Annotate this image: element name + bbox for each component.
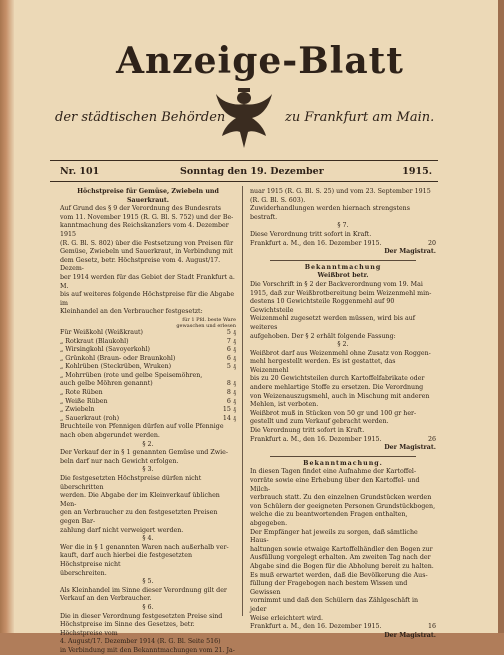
- text-line: Der Empfänger hat jeweils zu sorgen, daß sämtliche Haus-: [250, 528, 418, 545]
- masthead-title: Anzeige-Blatt: [116, 40, 404, 82]
- section-number: § 6.: [142, 603, 154, 611]
- text-line: Kleinhandel an den Verbraucher festgesetzt:: [60, 308, 203, 316]
- b2-place: Frankfurt a. M., den 16. Dezember 1915.: [250, 435, 382, 443]
- b2-section: § 2.: [337, 341, 349, 349]
- price-item: „ Wirsingkohl (Savoyerkohl): [60, 346, 150, 354]
- text-line: In diesen Tagen findet eine Aufnahme der Kartoffel-: [250, 468, 417, 476]
- section-number: § 2.: [142, 440, 154, 448]
- text-line: Wer die in § 1 genannten Waren nach außerhalb ver-: [60, 543, 229, 551]
- header-rule-top: [50, 160, 438, 161]
- text-line: Die Vorschrift in § 2 der Backverordnung vom 19. Mai: [250, 280, 423, 288]
- text-line: Als Kleinhandel im Sinne dieser Verordnung gilt der: [60, 586, 227, 594]
- text-line: werden. Die Abgabe der im Kleinverkauf üblichen Men-: [60, 492, 220, 508]
- price-row: [60, 329, 236, 338]
- text-line: zahlung darf nicht verweigert werden.: [60, 526, 184, 534]
- price-row: [60, 372, 236, 381]
- price-row: [60, 355, 236, 364]
- price-row: [60, 363, 236, 372]
- b2-num: 26: [427, 435, 436, 443]
- separator: [270, 456, 416, 457]
- b2-subheading: Weißbrot betr.: [317, 272, 369, 280]
- price-value: 14 ₰: [222, 414, 236, 422]
- b2-sign: Der Magistrat.: [384, 444, 436, 452]
- right-top-place: Frankfurt a. M., den 16. Dezember 1915.: [250, 239, 382, 247]
- text-line: Bruchteile von Pfennigen dürfen auf volle Pfennige: [60, 423, 224, 431]
- issue-number: Nr. 101: [60, 166, 100, 177]
- price-item: auch gelbe Möhren genannt): [60, 380, 153, 388]
- text-line: bis zu 20 Gewichtsteilen durch Kartoffelfabrikate oder: [250, 375, 425, 383]
- price-row: [60, 415, 236, 424]
- separator: [270, 260, 416, 261]
- section-number: § 4.: [142, 535, 154, 543]
- b3-lines: [250, 468, 436, 623]
- price-row: [60, 346, 236, 355]
- masthead-subtitle-left: der städtischen Behörden: [55, 110, 226, 125]
- text-line: Die Verordnung tritt sofort in Kraft.: [250, 427, 365, 435]
- text-line: Verkauf an den Verbraucher.: [60, 595, 152, 603]
- table-header-1: für 1 Pfd. beste Ware: [182, 316, 236, 323]
- price-item: „ Rote Rüben: [60, 389, 103, 397]
- text-line: andere mehlartige Stoffe zu ersetzen. Die Verordnung: [250, 384, 424, 392]
- price-row: [60, 406, 236, 415]
- text-line: Auf Grund des § 9 der Verordnung des Bundesrats: [60, 205, 222, 213]
- text-line: in Verbindung mit den Bekanntmachungen vom 21. Ja-: [60, 646, 235, 654]
- text-line: 1915, daß zur Weißbrotbereitung beim Weizenmehl min-: [250, 289, 432, 297]
- text-line: Weißbrot muß in Stücken von 50 gr und 100 gr her-: [250, 409, 417, 417]
- text-line: ber 1914 werden für das Gebiet der Stadt Frankfurt a. M.: [60, 273, 235, 290]
- price-item: „ Sauerkraut (roh): [60, 414, 120, 422]
- section-number: § 5.: [142, 578, 154, 586]
- text-line: Ausfüllung vorgelegt erhalten. Am zweiten Tag nach der: [250, 554, 431, 562]
- table-header-2: gewaschen und erlesen: [176, 322, 236, 329]
- price-item: „ Grünkohl (Braun- oder Braunkohl): [60, 354, 176, 362]
- text-line: von Schülern der geeigneten Personen Grundstückbogen,: [250, 502, 436, 510]
- text-line: (R. G. Bl. S. 802) über die Festsetzung von Preisen für: [60, 239, 234, 247]
- left-after-table: [60, 423, 236, 440]
- text-line: Diese Verordnung tritt sofort in Kraft.: [250, 230, 372, 238]
- b2-place-row: [250, 436, 436, 445]
- text-line: vornimmt und daß den Schülern das Zählgeschäft in jeder: [250, 597, 419, 613]
- left-heading: Höchstpreise für Gemüse, Zwiebeln und Sauerkraut.: [77, 188, 219, 204]
- issue-date: Sonntag den 19. Dezember: [180, 166, 324, 177]
- price-row: [60, 389, 236, 398]
- price-value: 6 ₰: [226, 346, 236, 354]
- price-item: „ Weiße Rüben: [60, 397, 108, 405]
- right-top-section-lines: [250, 231, 436, 240]
- text-line: Weißbrot darf aus Weizenmehl ohne Zusatz von Roggen-: [250, 349, 431, 357]
- price-value: 5 ₰: [226, 363, 236, 371]
- text-line: haltungen sowie etwaige Kartoffelhändler den Bogen zur: [250, 545, 433, 553]
- left-intro: [60, 205, 236, 317]
- price-row: [60, 338, 236, 347]
- text-line: nach oben abgerundet werden.: [60, 432, 160, 440]
- text-line: Mehlen, ist verboten.: [250, 401, 319, 409]
- b3-place-row: [250, 623, 436, 632]
- b3-place: Frankfurt a. M., den 16. Dezember 1915.: [250, 623, 382, 631]
- text-line: Der Verkauf der in § 1 genannten Gemüse und Zwie-: [60, 449, 228, 457]
- right-column: [250, 188, 436, 640]
- text-line: Zuwiderhandlungen werden hiernach strengstens bestraft.: [250, 205, 410, 221]
- text-line: beln darf nur nach Gewicht erfolgen.: [60, 457, 179, 465]
- text-line: füllung der Fragebogen nach bestem Wissen und Gewissen: [250, 580, 408, 596]
- price-item: Für Weißkohl (Weißkraut): [60, 328, 144, 336]
- text-line: Abgabe sind die Bogen für die Abholung bereit zu halten.: [250, 562, 434, 570]
- b3-num: 16: [427, 623, 436, 631]
- text-line: kauft, darf auch hierbei die festgesetzten Höchstpreise nicht: [60, 552, 193, 568]
- text-line: dem Gesetz, betr. Höchstpreise vom 4. August/17. Dezem-: [60, 256, 221, 273]
- masthead-subtitle-right: zu Frankfurt am Main.: [285, 110, 435, 125]
- b3-heading: Bekanntmachung.: [303, 459, 383, 467]
- left-sections: [60, 441, 236, 655]
- price-item: „ Kohlrüben (Steckrüben, Wruken): [60, 363, 172, 371]
- section-number: § 3.: [142, 466, 154, 474]
- text-line: kanntmachung des Reichskanzlers vom 4. Dezember 1915: [60, 222, 229, 238]
- text-line: Die in dieser Verordnung festgesetzten Preise sind: [60, 612, 223, 620]
- header-rule-bottom: [50, 181, 438, 182]
- text-line: Höchstpreise im Sinne des Gesetzes, betr. Höchstpreise vom: [60, 621, 195, 637]
- b2-heading: Bekanntmachung: [304, 263, 382, 271]
- column-divider: [242, 186, 243, 616]
- right-top-section: § 7.: [337, 222, 349, 230]
- text-line: vorräte sowie eine Erhebung über den Kartoffel- und Milch-: [250, 477, 420, 493]
- text-line: nuar 1915 (R. G. Bl. S. 25) und vom 23. September 1915: [250, 188, 431, 195]
- text-line: welche die zu beantwortenden Fragen enthalten, abgegeben.: [250, 511, 408, 527]
- text-line: überschreiten.: [60, 569, 107, 577]
- text-line: (R. G. Bl. S. 603).: [250, 196, 306, 204]
- text-line: aufgehoben. Der § 2 erhält folgende Fassung:: [250, 332, 396, 340]
- right-top-num: 20: [427, 239, 436, 247]
- text-line: destens 10 Gewichtsteile Roggenmehl auf 90 Gewichtsteile: [250, 298, 395, 314]
- price-table: [60, 329, 236, 424]
- price-value: 6 ₰: [226, 397, 236, 405]
- price-row: [60, 380, 236, 389]
- text-line: gen an Verbraucher zu den festgesetzten Preisen gegen Bar-: [60, 509, 218, 525]
- right-top-place-row: [250, 240, 436, 249]
- text-line: bis auf weiteres folgende Höchstpreise für die Abgabe im: [60, 291, 235, 307]
- price-row: [60, 398, 236, 407]
- text-line: verbrauch statt. Zu den einzelnen Grundstücken werden: [250, 494, 432, 502]
- text-line: vom 11. November 1915 (R. G. Bl. S. 752) und der Be-: [60, 213, 234, 221]
- b3-sign: Der Magistrat.: [384, 631, 436, 639]
- b2-lines: [250, 281, 436, 341]
- price-value: 8 ₰: [226, 389, 236, 397]
- text-line: Es muß erwartet werden, daß die Bevölkerung die Aus-: [250, 571, 428, 579]
- text-line: von Weizenauszugsmehl, auch in Mischung mit anderen: [250, 392, 430, 400]
- issue-year: 1915.: [402, 166, 432, 177]
- text-line: Weizenmehl zugesetzt werden müssen, wird bis auf weiteres: [250, 315, 416, 331]
- text-line: Die festgesetzten Höchstpreise dürfen nicht überschritten: [60, 475, 202, 491]
- text-line: 4. August/17. Dezember 1914 (R. G. Bl. Seite 516): [60, 638, 221, 646]
- right-top-lines: [250, 188, 436, 222]
- price-value: 8 ₰: [226, 380, 236, 388]
- price-value: 5 ₰: [226, 328, 236, 336]
- price-item: „ Mohrrüben (rote und gelbe Speisemöhren,: [60, 371, 203, 379]
- price-value: 6 ₰: [226, 354, 236, 362]
- text-line: Gemüse, Zwiebeln und Sauerkraut, in Verbindung mit: [60, 248, 233, 256]
- price-item: „ Zwiebeln: [60, 406, 95, 414]
- book-edge: [498, 0, 504, 633]
- right-top-sign: Der Magistrat.: [384, 248, 436, 256]
- price-value: 7 ₰: [226, 337, 236, 345]
- text-line: Weise erleichtert wird.: [250, 614, 323, 622]
- b2-section-lines: [250, 350, 436, 436]
- text-line: gestellt und zum Verkauf gebracht werden.: [250, 418, 389, 426]
- price-value: 15 ₰: [222, 406, 236, 414]
- price-item: „ Rotkraut (Blaukohl): [60, 337, 129, 345]
- left-column: [60, 188, 236, 655]
- text-line: mehl hergestellt werden. Es ist gestattet, das Weizenmehl: [250, 358, 396, 374]
